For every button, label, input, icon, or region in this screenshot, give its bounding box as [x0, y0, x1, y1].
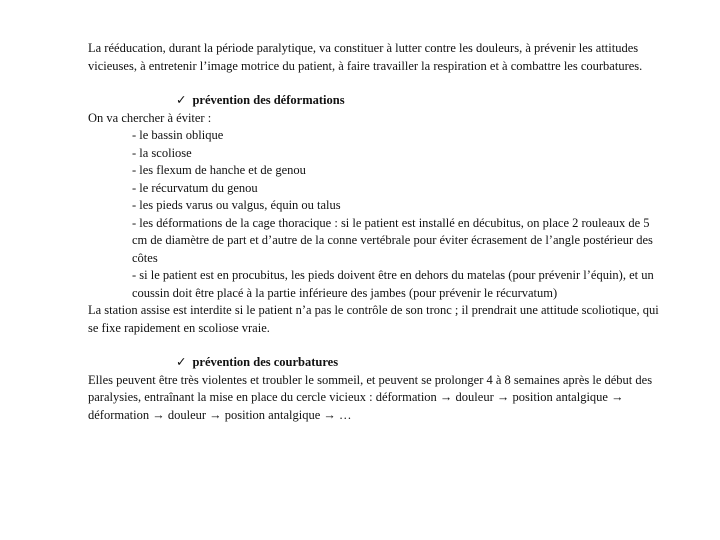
checkmark-icon: ✓: [176, 355, 187, 369]
list-item: - les flexum de hanche et de genou: [132, 163, 306, 177]
courbatures-paragraph: Elles peuvent être très violentes et troubler le sommeil, et peuvent se prolonger 4 à 8 semaines après le début des paralysies, entraînant la mise en place du cercle vicieux : déformation → douleur → position antalgique → déformation → douleur → position antalgique → …: [88, 372, 653, 422]
section-lead: On va chercher à éviter :: [88, 110, 212, 125]
list-item: - la scoliose: [132, 145, 192, 160]
list-item: - les pieds varus ou valgus, équin ou talus: [132, 198, 341, 212]
spacer: [88, 337, 668, 354]
section-title: prévention des déformations: [192, 93, 345, 107]
closing-paragraph: La station assise est interdite si le patient n’a pas le contrôle de son tronc ; il prendrait une attitude scoliotique, qui se fixe rapidement en scoliose vraie.: [88, 303, 659, 335]
checkmark-icon: ✓: [176, 93, 187, 107]
list-item: - si le patient est en procubitus, les pieds doivent être en dehors du matelas (pour prévenir l’équin), et un coussin doit être placé à la partie inférieure des jambes (pour prévenir le récurvatum): [132, 268, 654, 300]
section-heading-deformations: [176, 92, 668, 110]
list-item: - les déformations de la cage thoracique : si le patient est installé en décubitus, on place 2 rouleaux de 5 cm de diamètre de part et d’autre de la conne vertébrale pour éviter écrasement de l’angle postérieur des côtes: [132, 215, 653, 265]
document-page: [88, 40, 668, 424]
intro-paragraph: La rééducation, durant la période paralytique, va constituer à lutter contre les douleurs, à prévenir les attitudes vicieuses, à entretenir l’image motrice du patient, à faire travailler la respiration et à combattre les courbatures.: [88, 41, 643, 73]
section-title: prévention des courbatures: [192, 355, 339, 369]
section-heading-courbatures: [176, 354, 668, 372]
deformations-list: [88, 127, 668, 302]
list-item: - le bassin oblique: [132, 128, 224, 142]
list-item: - le récurvatum du genou: [132, 180, 258, 195]
spacer: [88, 75, 668, 92]
